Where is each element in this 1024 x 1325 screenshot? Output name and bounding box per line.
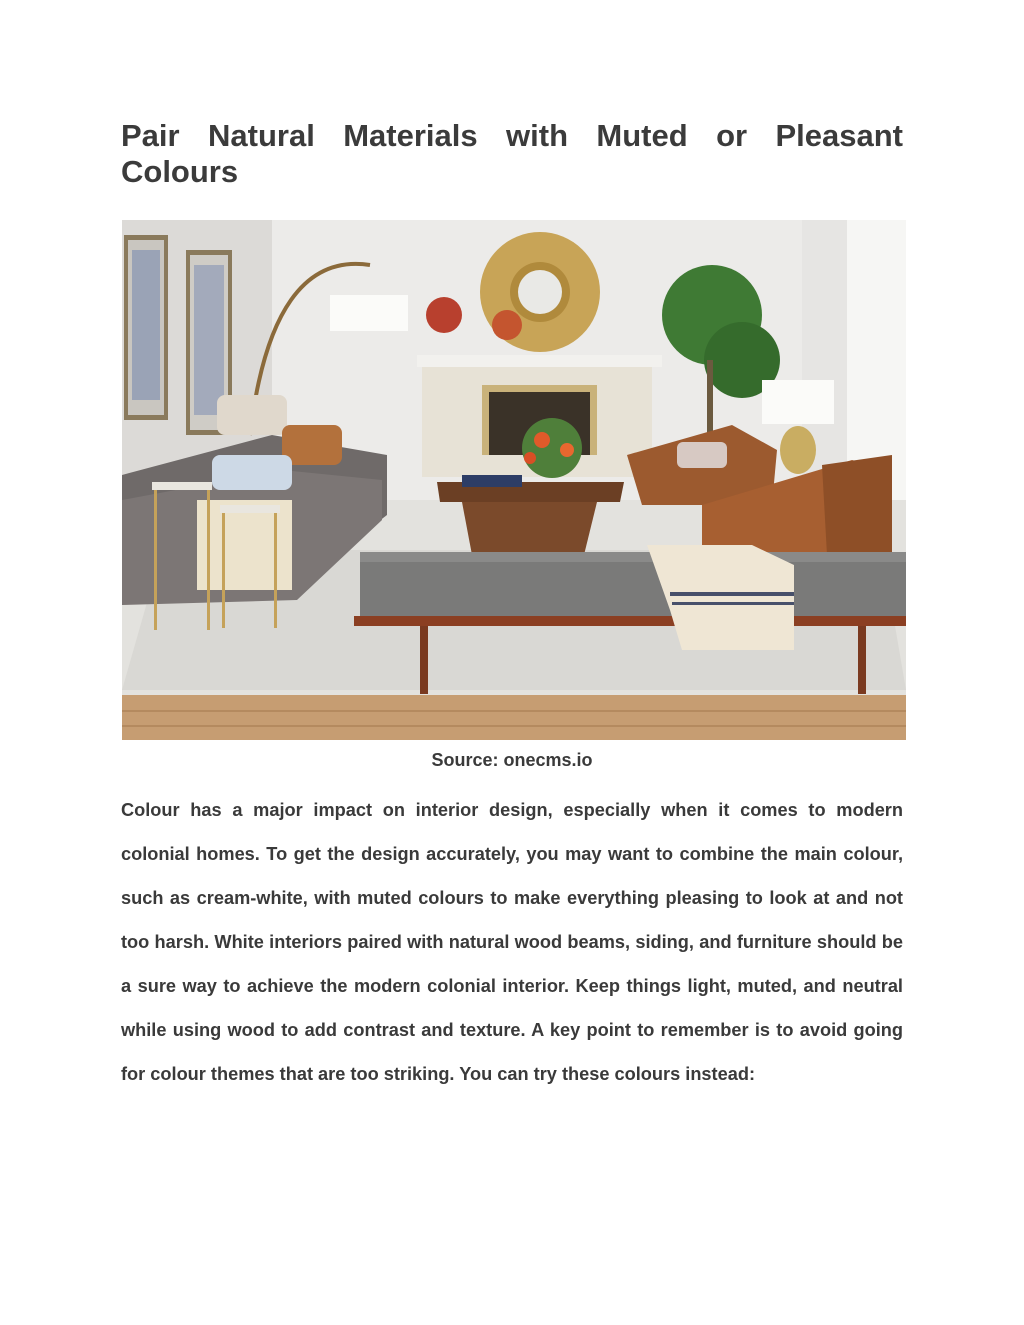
image-caption: Source: onecms.io: [431, 750, 593, 770]
living-room-illustration: [122, 220, 906, 740]
body-paragraph: Colour has a major impact on interior design, especially when it comes to modern colonial homes. To get the design accurately, you may want to combine the main colour, such as cream-white, with muted colours to make everything pleasing to look at and not too harsh. White interiors paired with natural wood beams, siding, and furniture should be a sure way to achieve the modern colonial interior. Keep things light, muted, and neutral while using wood to add contrast and texture. A key point to remember is to avoid going for colour themes that are too striking. You can try these colours instead:: [121, 800, 903, 1084]
page-title: Pair Natural Materials with Muted or Pleasant Colours: [121, 118, 903, 189]
living-room-photo: [122, 220, 906, 740]
